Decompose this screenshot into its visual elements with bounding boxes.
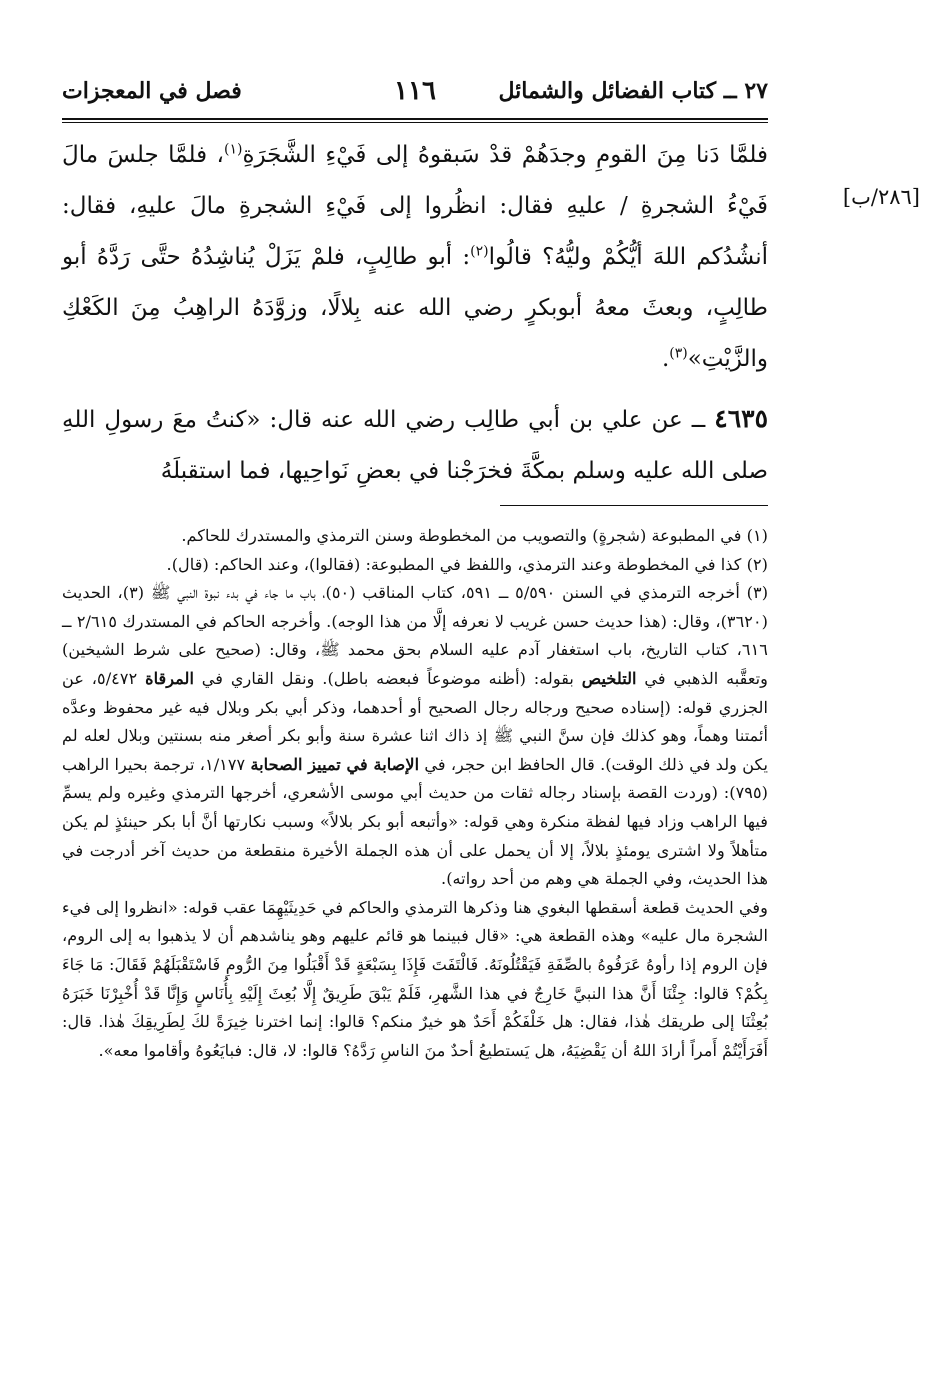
paragraph-continuation (62, 130, 768, 385)
footnotes (62, 522, 768, 1065)
fn3-part-e: ٥/٤٧٢، عن الجزري قوله: (إسناده صحيح ورجاله رجال الصحيح أو أحدهما، وذكر أبي بكر وبلال فيه غير محفوظ وعدَّه أئمتنا وهماً، وهو كذلك فإن سنَّ النبي ﷺ إذ ذاك اثنا عشرة سنة وأبو بكر أصغر منه بسنتين وبلال لعله لم يكن ولد في ذلك الوقت). قال الحافظ ابن حجر، في (62, 668, 768, 774)
para1-text-c: : أبو طالِبٍ، فلمْ يَزَلْ يُناشِدُهُ حتَّى رَدَّهُ أبو طالِبٍ، وبعثَ معهُ أبوبكرٍ رضي الله عنه بِلالًا، وزوَّدَهُ الراهِبُ مِنَ الكَعْكِ والزَّيْتِ» (62, 244, 768, 372)
hadith-number: ٤٦٣٥ (714, 404, 768, 433)
para1-text-d: . (661, 346, 670, 372)
fn3-part-c: بقوله: (أظنه موضوعاً فبعضه باطل). ونقل القاري في (201, 668, 574, 688)
footnote-3 (62, 579, 768, 894)
main-text (62, 130, 768, 497)
footnote-3-continuation: وفي الحديث قطعة أسقطها البغوي هنا وذكرها الترمذي والحاكم في حَدِيثَيْهِمَا عقب قوله: «انظروا إلى فيء الشجرة مال عليه» وهذه القطعة هي: «قال فبينما هو قائم عليهم وهو يناشدهم أن لا يذهبوا به إلى الروم، فإن الروم إذا رأوهُ عَرَفُوهُ بالصِّفَةِ فَيَقْتُلُونَهُ. فَالْتَفَتَ فَإِذَا بِسَبْعَةٍ قَدْ أَقْبَلُوا مِنَ الرُّومِ فَاسْتَقْبَلَهُمْ فَقَالَ: مَا جَاءَ بِكُمْ؟ قالوا: جِئْنَا أَنَّ هذا النبيَّ خَارِجٌ في هذا الشَّهرِ، فَلَمْ يَبْقَ طَرِيقٌ إِلَّا بُعِثَ إِلَيْهِ بِأُنَاسٍ وَإِنَّا قَدْ أُخْبِرْنَا خَبَرَهُ بُعِثْنَا إلى طريقك هٰذا، فقال: هل خَلْفَكُمْ أَحَدٌ هو خيرٌ منكم؟ قالوا: إنما اخترنا خِيرَةً لكَ لِطَرِيقِكَ هٰذا. قال: أَفَرَأَيْتُمْ أَمراً أرادَ اللهُ أن يَقْضِيَهُ، هل يَستطيعُ أحدٌ منَ الناسِ رَدَّهُ؟ قالوا: لا، قال: فبايَعُوهُ وأقاموا معه». (62, 897, 768, 1060)
page-number: ١١٦ (394, 76, 436, 106)
fn3-title-isaba: الإصابة في تمييز الصحابة (250, 754, 420, 774)
header-divider (62, 118, 768, 123)
fn3-title-talkhis: التلخيص (581, 668, 637, 688)
footnote-ref-1: (١) (223, 141, 243, 158)
chapter-title: ٢٧ ــ كتاب الفضائل والشمائل (498, 78, 768, 104)
fn3-part-a: (٣) أخرجه الترمذي في السنن ٥/٥٩٠ ــ ٥٩١، كتاب المناقب (٥٠)، باب ما جاء في بدء نبوة النبي ﷺ (٣)، الحديث (٣٦٢٠)، وقال: (هذا حديث حسن غريب لا نعرفه إلَّا من هذا الوجه). وأخرجه الحاكم في المستدرك ٢/٦١٥ ــ ٦١٦، كتاب التاريخ، باب استغفار آدم عليه السلام بحق محمد ﷺ، وقال: (صحيح على شرط الشيخين) وتعقَّبه الذهبي في (62, 583, 769, 688)
fn3-title-mirqat: المرقاة (145, 668, 194, 688)
para1-text-b: ، فلمَّا جلسَ مالَ فَيْءُ الشجرةِ / عليهِ فقال: انظُروا إلى فَيْءِ الشجرةِ مالَ عليهِ، فقال: أنشُدُكم اللهَ أيُّكُمْ وليُّهُ؟ قالُوا (62, 142, 769, 270)
footnote-ref-2: (٢) (470, 243, 489, 260)
running-header (62, 76, 768, 116)
footnote-2: (٢) كذا في المخطوطة وعند الترمذي، واللفظ في المطبوعة: (فقالوا)، وعند الحاكم: (قال). (166, 554, 768, 574)
footnote-ref-3: (٣) (669, 345, 688, 362)
hadith-paragraph (62, 393, 768, 497)
section-title: فصل في المعجزات (62, 78, 242, 104)
footnote-divider (500, 505, 768, 506)
hadith-text: ــ عن علي بن أبي طالِب رضي الله عنه قال: «كنتُ معَ رسولِ اللهِ صلى الله عليه وسلم بمكَّةَ فخرَجْنا في بعضِ نَواحِيها، فما استقبلَهُ (62, 407, 768, 484)
manuscript-folio-reference: [٢٨٦/ب] (842, 185, 920, 209)
para1-text-a: فلمَّا دَنا مِنَ القومِ وجدَهُمْ قدْ سَبقوهُ إلى فَيْءِ الشَّجَرَةِ (242, 142, 768, 168)
footnote-1: (١) في المطبوعة (شجرةٍ) والتصويب من المخطوطة وسنن الترمذي والمستدرك للحاكم. (181, 526, 768, 545)
fn3-part-g: ١/١٧٧، ترجمة بحيرا الراهب (٧٩٥): (وردت القصة بإسناد رجاله ثقات من حديث أبي موسى الأشعري، أخرجها الترمذي وغيره ولم يسمِّ فيها الراهب وزاد فيها لفظة منكرة وهي قوله: «وأتبعه أبو بكر بلالاً» وسبب نكارتها أنَّ أبا بكر حينئذٍ لم يكن متأهلاً ولا اشترى يومئذٍ بلالاً، إلا أن يحمل على أن هذه الجملة الأخيرة منقطعة من حديث آخر أدرجت في هذا الحديث، وفي الجملة هي وهم من أحد رواته). (62, 754, 768, 889)
